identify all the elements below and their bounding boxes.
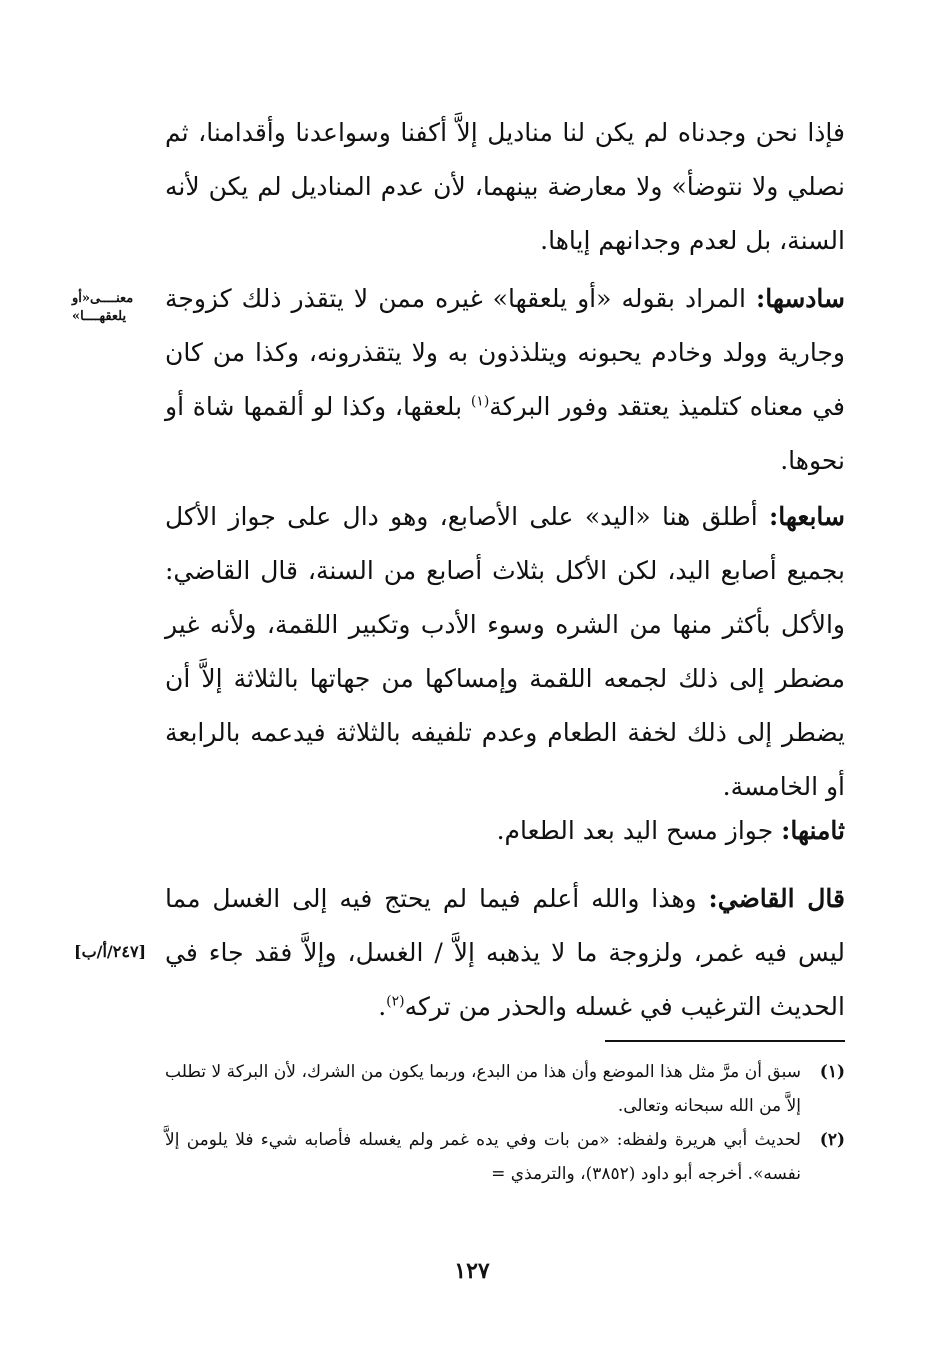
paragraph-1 — [165, 106, 845, 268]
footnote-divider — [605, 1040, 845, 1042]
paragraph-3-text: أطلق هنا «اليد» على الأصابع، وهو دال على جواز الأكل بجميع أصابع اليد، لكن الأكل بثلاث أصابع من السنة، قال القاضي: والأكل بأكثر منها من الشره وسوء الأدب وتكبير اللقمة، ولأنه غير مضطر إلى ذلك لجمعه اللقمة وإمساكها من جهاتها بالثلاثة إلاَّ أن يضطر إلى ذلك لخفة الطعام وعدم تلفيفه بالثلاثة فيدعمه بالرابعة أو الخامسة. — [165, 502, 845, 801]
paragraph-2-text: المراد بقوله «أو يلعقها» غيره ممن لا يتقذر ذلك كزوجة وجارية وولد وخادم يحبونه ويتلذذون به ولا يتقذرونه، وكذا من كان في معناه كتلميذ يعتقد وفور البركة — [165, 284, 845, 421]
footnote-1 — [165, 1055, 845, 1123]
paragraph-5-text: وهذا والله أعلم فيما لم يحتج فيه إلى الغسل مما ليس فيه غمر، ولزوجة ما لا يذهبه إلاَّ / الغسل، وإلاَّ فقد جاء في الحديث الترغيب في غسله والحذر من تركه — [165, 884, 845, 1021]
footnote-2-text: لحديث أبي هريرة ولفظه: «من بات وفي يده غمر ولم يغسله فأصابه شيء فلا يلومن إلاَّ نفسه». أخرجه أبو داود (٣٨٥٢)، والترمذي = — [165, 1130, 801, 1184]
paragraph-2-text-end: بلعقها، وكذا لو ألقمها شاة أو نحوها. — [165, 392, 845, 475]
paragraph-2 — [165, 272, 845, 488]
paragraph-4-text: جواز مسح اليد بعد الطعام. — [496, 816, 782, 845]
paragraph-5 — [165, 872, 845, 1034]
margin-note: معنــــى«أو يلعقهــــا» — [72, 291, 134, 324]
footnote-1-number: (١) — [819, 1062, 845, 1082]
footnote-mark-1: (١) — [470, 393, 490, 410]
paragraph-4 — [165, 804, 845, 858]
footnote-2-number: (٢) — [819, 1130, 845, 1150]
footnote-mark-2: (٢) — [386, 993, 405, 1010]
page-number: ١٢٧ — [454, 1258, 490, 1284]
folio-reference: [٢٤٧/أ/ب] — [74, 942, 147, 961]
paragraph-3-lead: سابعها: — [769, 502, 845, 531]
paragraph-5-text-end: . — [378, 992, 387, 1021]
paragraph-2-lead: سادسها: — [755, 284, 845, 313]
paragraph-3 — [165, 490, 845, 814]
footnote-1-text: سبق أن مرَّ مثل هذا الموضع وأن هذا من البدع، وربما يكون من الشرك، لأن البركة لا تطلب إلاَّ من الله سبحانه وتعالى. — [165, 1062, 801, 1116]
footnote-2 — [165, 1123, 845, 1191]
footnotes — [165, 1055, 845, 1191]
paragraph-5-lead: قال القاضي: — [708, 884, 845, 913]
paragraph-4-lead: ثامنها: — [781, 816, 845, 845]
paragraph-1-text: فإذا نحن وجدناه لم يكن لنا مناديل إلاَّ أكفنا وسواعدنا وأقدامنا، ثم نصلي ولا نتوضأ» ولا معارضة بينهما، لأن عدم المناديل لم يكن لأنه السنة، بل لعدم وجدانهم إياها. — [165, 118, 845, 255]
